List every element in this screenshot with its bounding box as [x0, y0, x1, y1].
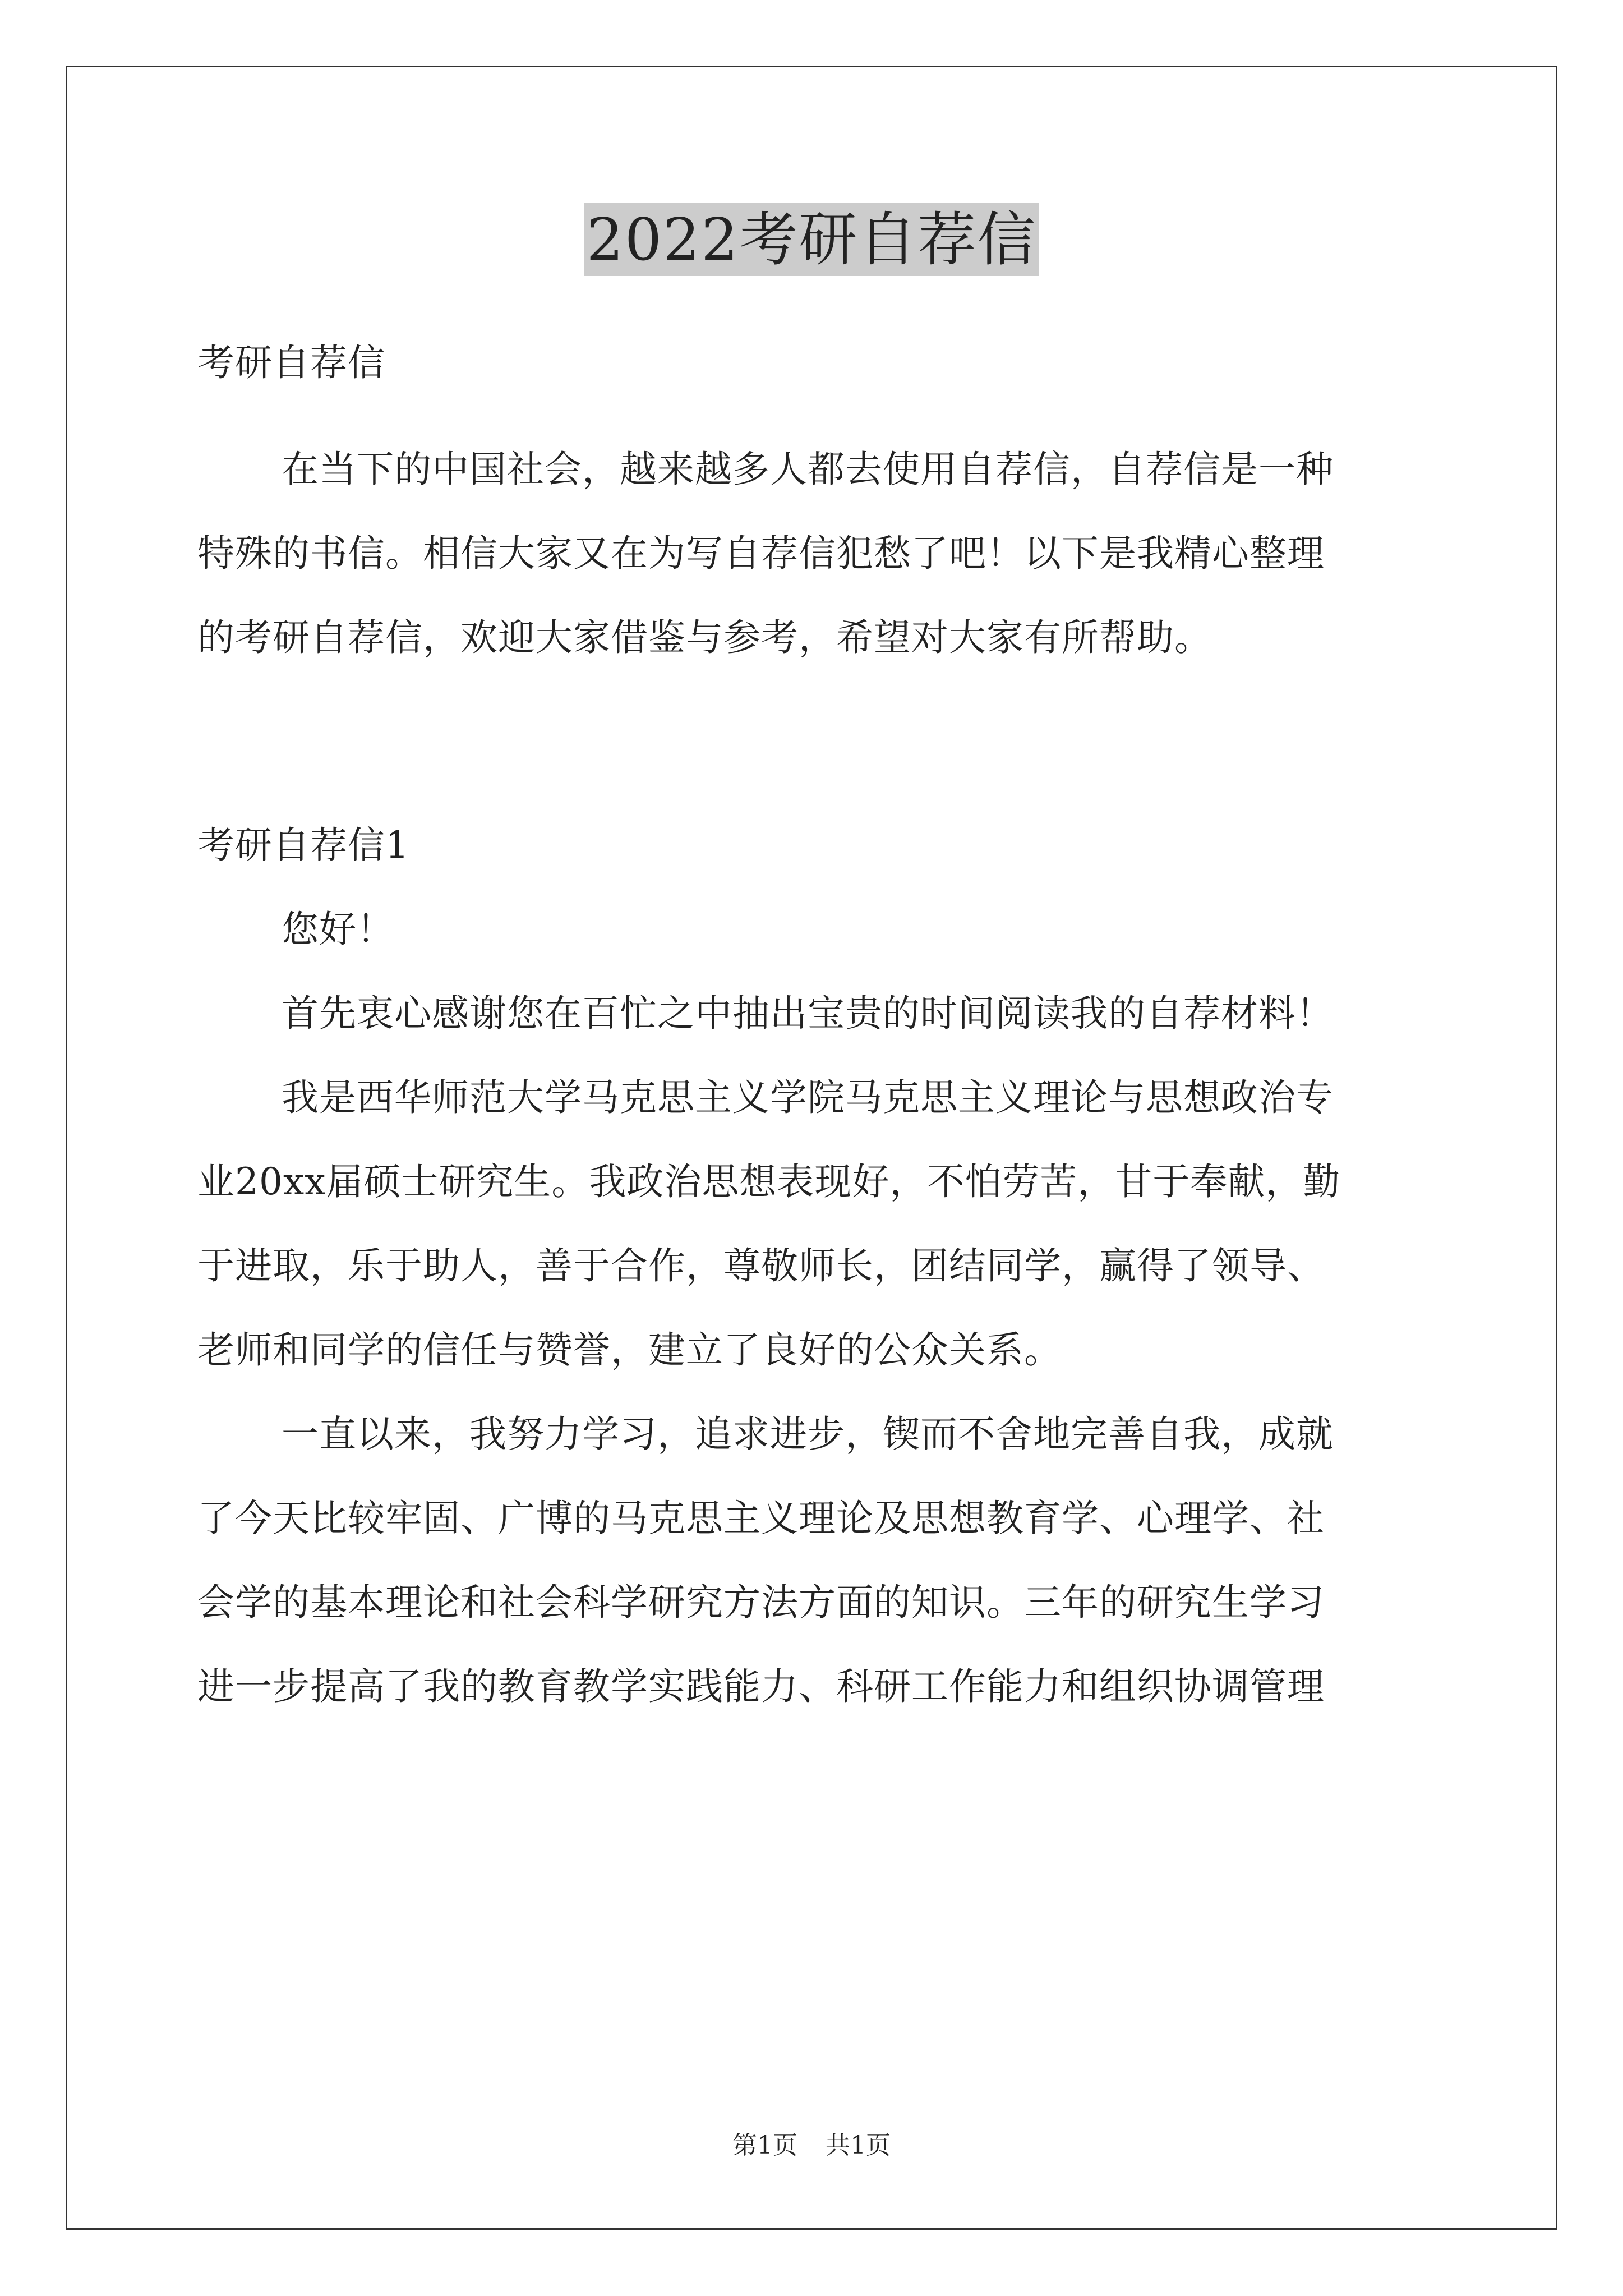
page-footer — [0, 2129, 1623, 2162]
intro-line: 特殊的书信。相信大家又在为写自荐信犯愁了吧！以下是我精心整理 — [197, 532, 1325, 575]
paragraph-line: 于进取，乐于助人，善于合作，尊敬师长，团结同学，赢得了领导、 — [197, 1244, 1325, 1287]
intro-line: 的考研自荐信，欢迎大家借鉴与参考，希望对大家有所帮助。 — [197, 616, 1212, 659]
spacer — [197, 680, 1431, 803]
paragraph-line: 老师和同学的信任与赞誉，建立了良好的公众关系。 — [197, 1328, 1062, 1372]
greeting: 您好！ — [282, 908, 394, 951]
document-body — [197, 321, 1431, 1729]
paragraph-line: 进一步提高了我的教育教学实践能力、科研工作能力和组织协调管理 — [197, 1665, 1325, 1708]
page-number: 第1页 — [732, 2131, 797, 2160]
page-total: 共1页 — [826, 2131, 891, 2160]
paragraph-line: 业20xx届硕士研究生。我政治思想表现好，不怕劳苦，甘于奉献，勤 — [197, 1160, 1341, 1203]
spacer — [197, 405, 1431, 427]
section-heading: 考研自荐信 — [197, 341, 385, 384]
paragraph-line: 会学的基本理论和社会科学研究方法方面的知识。三年的研究生学习 — [197, 1581, 1325, 1624]
paragraph-line: 一直以来，我努力学习，追求进步，锲而不舍地完善自我，成就 — [282, 1412, 1334, 1456]
title-container — [0, 203, 1623, 276]
paragraph-line: 我是西华师范大学马克思主义学院马克思主义理论与思想政治专 — [282, 1076, 1334, 1119]
document-title: 2022考研自荐信 — [584, 203, 1039, 276]
intro-line: 在当下的中国社会，越来越多人都去使用自荐信，自荐信是一种 — [282, 448, 1334, 491]
letter-heading: 考研自荐信1 — [197, 823, 409, 867]
paragraph-line: 首先衷心感谢您在百忙之中抽出宝贵的时间阅读我的自荐材料！ — [282, 992, 1334, 1035]
paragraph-line: 了今天比较牢固、广博的马克思主义理论及思想教育学、心理学、社 — [197, 1497, 1325, 1540]
